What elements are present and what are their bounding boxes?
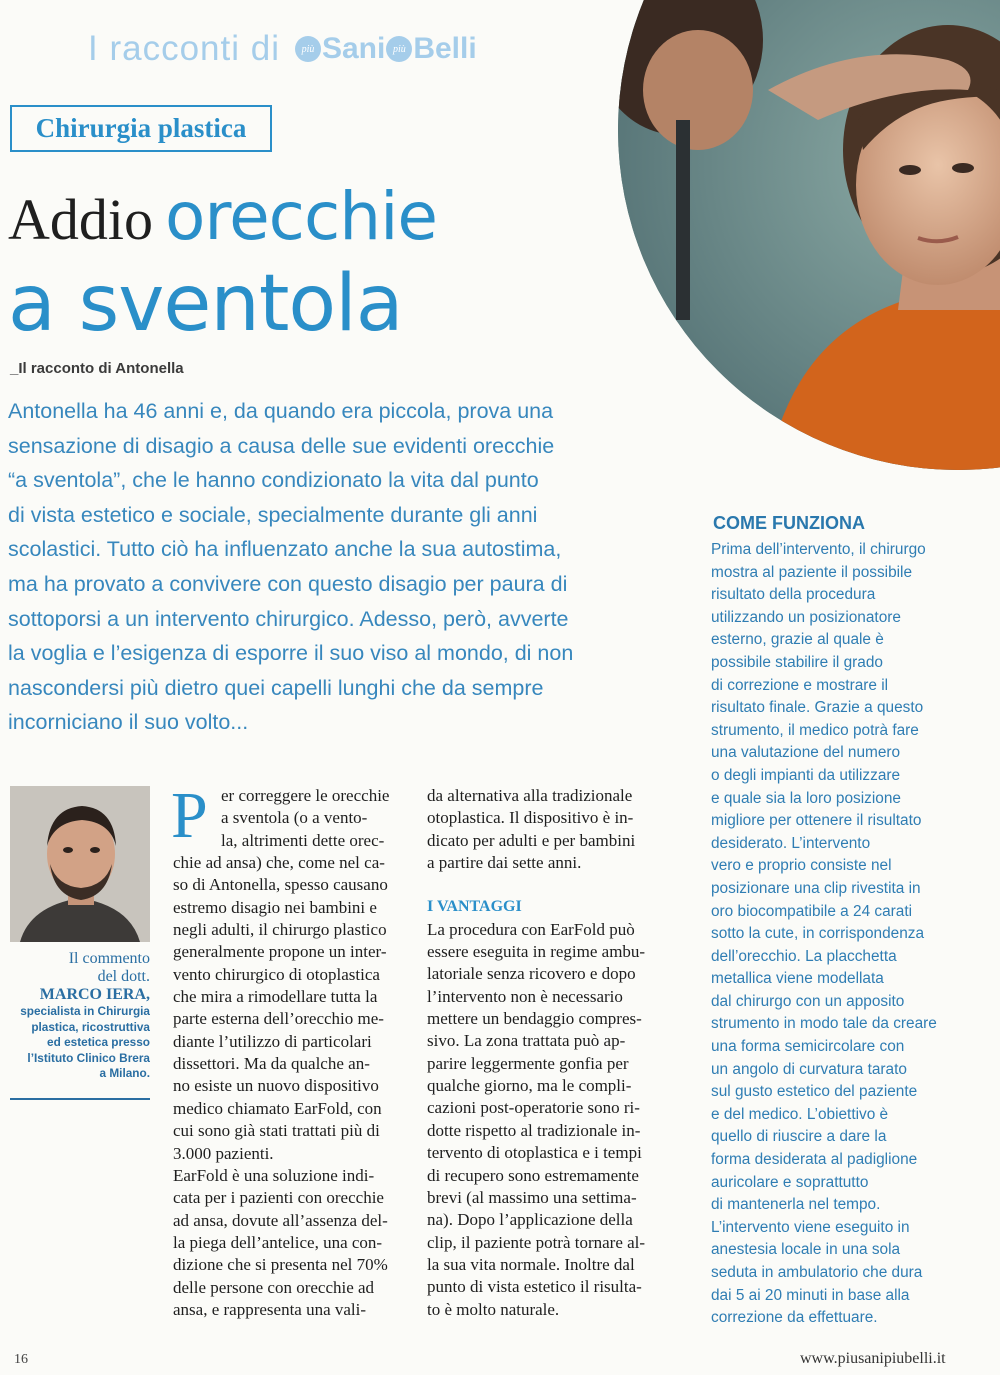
body-line: so di Antonella, spesso causano xyxy=(173,875,388,895)
doctor-role-line: ed estetica presso xyxy=(47,1035,150,1049)
lead-line: “a sventola”, che le hanno condizionato la vita dal punto xyxy=(8,468,539,493)
lead-line: sensazione di disagio a causa delle sue evidenti orecchie xyxy=(8,433,555,458)
body-line: mettere un bendaggio compres- xyxy=(427,1009,642,1029)
body-line: a partire dai sette anni. xyxy=(427,853,582,873)
how-line: sul gusto estetico del paziente xyxy=(711,1083,918,1101)
how-line: mostra al paziente il possibile xyxy=(711,563,913,581)
caption-divider xyxy=(10,1098,150,1100)
article-column-2 xyxy=(427,785,667,1321)
how-line: strumento in modo tale da creare xyxy=(711,1015,937,1033)
how-line: strumento, il medico potrà fare xyxy=(711,721,919,739)
body-line: diante l’utilizzo di particolari xyxy=(173,1031,372,1051)
how-line: correzione da effettuare. xyxy=(711,1309,878,1327)
lead-line: scolastici. Tutto ciò ha influenzato anche la sua autostima, xyxy=(8,537,562,562)
body-line: vento chirurgico di otoplastica xyxy=(173,964,380,984)
doctor-role-line: plastica, ricostruttiva xyxy=(31,1019,150,1034)
body-line: ansa, e rappresenta una vali- xyxy=(173,1299,367,1319)
doctor-role-line: a Milano. xyxy=(99,1066,150,1080)
body-line: brevi (al massimo una settima- xyxy=(427,1187,637,1207)
body-line: a sventola (o a vento- xyxy=(221,808,368,828)
body-line: to è molto naturale. xyxy=(427,1299,560,1319)
body-line: cata per i pazienti con orecchie xyxy=(173,1188,384,1208)
body-line: dizione che si presenta nel 70% xyxy=(173,1255,388,1275)
body-line: essere eseguita in regime ambu- xyxy=(427,942,646,962)
body-line: tervento di otoplastica e i tempi xyxy=(427,1143,642,1163)
how-line: sotto la cute, in corrispondenza xyxy=(711,925,925,943)
body-line: 3.000 pazienti. xyxy=(173,1143,274,1163)
lead-line: Antonella ha 46 anni e, da quando era piccola, prova una xyxy=(8,399,554,423)
doctor-patient-photo xyxy=(618,0,1000,470)
how-line: una valutazione del numero xyxy=(711,744,901,762)
how-it-works-text xyxy=(711,539,981,1330)
doctor-role-line: l’Istituto Clinico Brera xyxy=(27,1050,150,1065)
lead-line: ma ha provato a convivere con questo disagio per paura di xyxy=(8,571,568,596)
article-title-line2: a sventola xyxy=(8,259,403,349)
body-line: la sua vita normale. Inoltre dal xyxy=(427,1254,635,1274)
body-line: chie ad ansa) che, come nel ca- xyxy=(173,853,385,873)
body-line: punto di vista estetico il risulta- xyxy=(427,1277,642,1297)
how-line: di mantenerla nel tempo. xyxy=(711,1196,881,1214)
how-line: desiderato. L’intervento xyxy=(711,834,871,852)
caption-line: del dott. xyxy=(97,968,150,985)
body-line: dotte rispetto al tradizionale in- xyxy=(427,1120,641,1140)
body-line: no esiste un nuovo dispositivo xyxy=(173,1076,379,1096)
body-line: negli adulti, il chirurgo plastico xyxy=(173,920,387,940)
body-line: delle persone con orecchie ad xyxy=(173,1277,375,1297)
website-url[interactable]: www.piusanipiubelli.it xyxy=(800,1350,946,1367)
doctor-role-line: specialista in Chirurgia xyxy=(20,1004,150,1018)
how-line: vero e proprio consiste nel xyxy=(711,857,892,875)
section-tag xyxy=(10,105,272,152)
body-line: estremo disagio nei bambini e xyxy=(173,897,377,917)
body-line: cui sono già stati trattati più di xyxy=(173,1121,380,1141)
how-line: o degli impianti da utilizzare xyxy=(711,766,901,784)
body-line: da alternativa alla tradizionale xyxy=(427,786,633,805)
how-line: un angolo di curvatura tarato xyxy=(711,1060,907,1078)
body-line: qualche giorno, ma le compli- xyxy=(427,1076,632,1096)
how-line: seduta in ambulatorio che dura xyxy=(711,1264,923,1281)
how-line: dal chirurgo con un apposito xyxy=(711,992,905,1010)
how-line: auricolare e soprattutto xyxy=(711,1173,869,1191)
how-line: oro biocompatibile a 24 carati xyxy=(711,902,913,920)
how-line: risultato finale. Grazie a questo xyxy=(711,699,924,717)
how-line: possibile stabilire il grado xyxy=(711,653,883,671)
body-line: na). Dopo l’applicazione della xyxy=(427,1210,633,1230)
how-line: utilizzando un posizionatore xyxy=(711,608,901,626)
how-line: esterno, grazie al quale è xyxy=(711,631,884,649)
body-line: dicato per adulti e per bambini xyxy=(427,830,636,850)
body-line: parire leggermente gonfia per xyxy=(427,1053,629,1073)
body-line: ad ansa, dovute all’assenza del- xyxy=(173,1210,388,1230)
how-line: anestesia locale in una sola xyxy=(711,1241,901,1259)
how-line: L’intervento viene eseguito in xyxy=(711,1218,910,1236)
portrait-illustration xyxy=(10,786,150,942)
how-line: e quale sia la loro posizione xyxy=(711,789,901,807)
article-title-line1 xyxy=(8,178,608,268)
how-line: una forma semicircolare con xyxy=(711,1038,905,1056)
body-line: parte esterna dell’orecchio me- xyxy=(173,1009,384,1029)
how-line: forma desiderata al padiglione xyxy=(711,1151,918,1169)
caption-line: Il commento xyxy=(68,950,150,967)
body-line: La procedura con EarFold può xyxy=(427,919,635,939)
brand-sani: Sani xyxy=(321,32,386,65)
how-line: dell’orecchio. La placchetta xyxy=(711,947,897,965)
title-word-orecchie: orecchie xyxy=(165,178,438,255)
body-line: latoriale senza ricovero e dopo xyxy=(427,964,636,984)
lead-paragraph xyxy=(8,394,658,740)
doctor-portrait xyxy=(10,786,150,942)
how-it-works-title: COME FUNZIONA xyxy=(713,513,865,533)
lead-line: incorniciano il suo volto... xyxy=(8,710,249,735)
logo-mark-icon: più xyxy=(295,36,321,62)
body-line: cazioni post-operatorie sono ri- xyxy=(427,1098,640,1118)
how-line: e del medico. L’obiettivo è xyxy=(711,1105,889,1123)
lead-line: di vista estetico e sociale, specialmente durante gli anni xyxy=(8,502,538,527)
doctor-name: MARCO IERA, xyxy=(39,986,150,1003)
lead-line: la voglia e l’esigenza di esporre il suo viso al mondo, di non xyxy=(8,641,574,666)
body-line: EarFold è una soluzione indi- xyxy=(173,1165,375,1185)
body-line: la, altrimenti dette orec- xyxy=(221,830,385,850)
body-line: medico chiamato EarFold, con xyxy=(173,1098,382,1118)
how-line: risultato della procedura xyxy=(711,586,876,604)
photo-illustration xyxy=(618,0,1000,470)
how-line: metallica viene modellata xyxy=(711,970,884,988)
body-line: sivo. La zona trattata può ap- xyxy=(427,1031,626,1051)
page-number: 16 xyxy=(14,1352,28,1367)
body-line: generalmente propone un inter- xyxy=(173,942,387,962)
how-line: migliore per ottenere il risultato xyxy=(711,812,922,830)
logo-mark-icon-2: più xyxy=(386,36,412,62)
body-line: di recupero sono estremamente xyxy=(427,1165,639,1185)
how-line: Prima dell’intervento, il chirurgo xyxy=(711,541,926,558)
body-line: clip, il paziente potrà tornare al- xyxy=(427,1232,646,1252)
benefits-heading: I VANTAGGI xyxy=(427,898,522,916)
section-label: Chirurgia plastica xyxy=(35,113,247,143)
how-line: quello di riuscire a dare la xyxy=(711,1128,887,1146)
masthead xyxy=(88,24,477,74)
body-line: che mira a rimodellare tutta la xyxy=(173,987,378,1007)
masthead-prefix: I racconti di xyxy=(88,29,280,68)
body-line: er correggere le orecchie xyxy=(221,786,390,805)
lead-line: sottoporsi a un intervento chirurgico. Adesso, però, avverte xyxy=(8,606,569,631)
how-line: di correzione e mostrare il xyxy=(711,676,889,694)
doctor-caption xyxy=(10,950,150,1082)
body-line: la piega dell’antelice, una con- xyxy=(173,1232,383,1252)
title-word-addio: Addio xyxy=(8,187,153,252)
body-line: l’intervento non è necessario xyxy=(427,986,623,1006)
article-column-1 xyxy=(171,779,408,1321)
drop-cap: P xyxy=(171,779,208,852)
body-line: dissettori. Ma da qualche an- xyxy=(173,1054,370,1074)
how-line: dai 5 ai 20 minuti in base alla xyxy=(711,1286,910,1304)
how-line: posizionare una clip rivestita in xyxy=(711,879,921,897)
byline: _Il racconto di Antonella xyxy=(10,360,184,377)
lead-line: nascondersi più dietro quei capelli lunghi che da sempre xyxy=(8,675,544,700)
brand-belli: Belli xyxy=(413,32,477,65)
body-line: otoplastica. Il dispositivo è in- xyxy=(427,808,634,828)
